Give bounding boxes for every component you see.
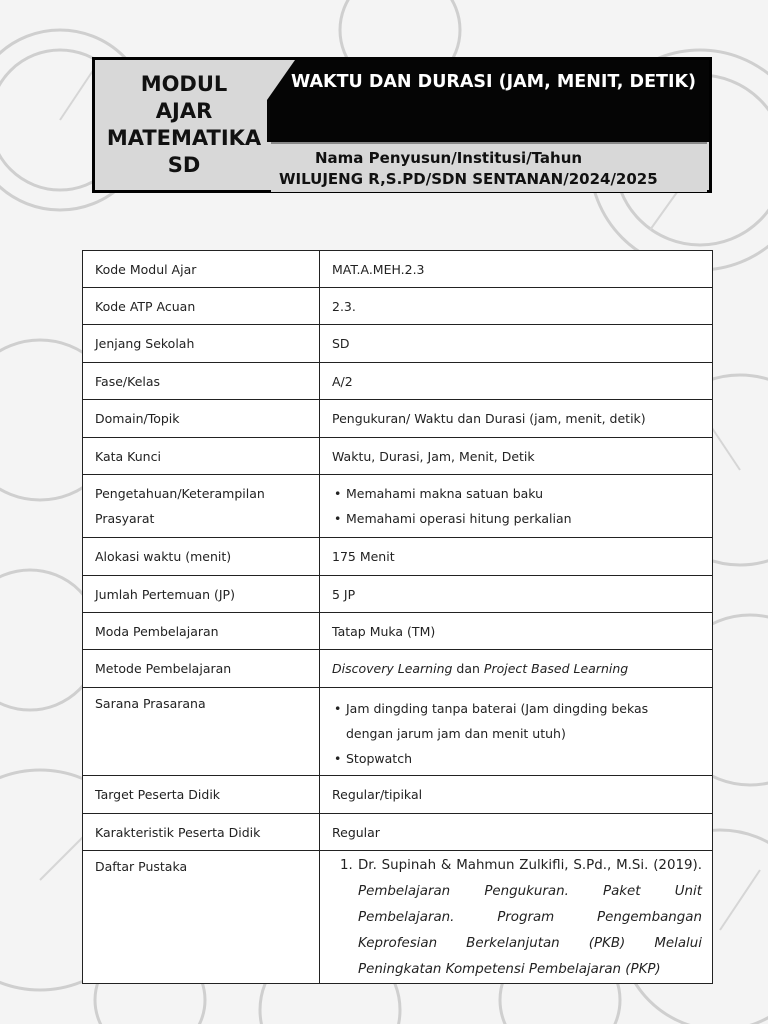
module-title: WAKTU DAN DURASI (JAM, MENIT, DETIK) xyxy=(291,72,697,92)
module-header-banner xyxy=(92,57,712,193)
table-row xyxy=(83,400,713,438)
list-item: • Memahami operasi hitung perkalian xyxy=(334,506,702,531)
list-item: • Jam dingding tanpa baterai (Jam dingding bekas dengan jarum jam dan menit utuh) xyxy=(334,696,702,746)
module-label xyxy=(95,60,273,190)
reference-authors: Dr. Supinah & Mahmun Zulkifli, S.Pd., M.Si. (2019). xyxy=(358,858,702,873)
row-key: Kode Modul Ajar xyxy=(83,251,320,288)
method-joiner: dan xyxy=(452,661,484,676)
table-row xyxy=(83,325,713,363)
row-key: Kode ATP Acuan xyxy=(83,288,320,325)
row-key: Kata Kunci xyxy=(83,438,320,475)
module-label-line: SD xyxy=(167,153,201,177)
row-key: Jumlah Pertemuan (JP) xyxy=(83,576,320,613)
table-row xyxy=(83,288,713,325)
module-info-table xyxy=(82,250,713,984)
list-item: • Stopwatch xyxy=(334,746,702,771)
row-key: Jenjang Sekolah xyxy=(83,325,320,363)
module-label-line: MODUL xyxy=(140,72,228,96)
reference-title: Pembelajaran Pengukuran. Paket Unit Pembelajaran. Program Pengembangan Keprofesian Berkelanjutan (PKB) Melalui Peningkatan Kompetensi Pembelajaran (PKP) xyxy=(358,884,702,977)
row-value: Pengukuran/ Waktu dan Durasi (jam, menit, detik) xyxy=(320,400,713,438)
table-row xyxy=(83,438,713,475)
row-key: Karakteristik Peserta Didik xyxy=(83,814,320,851)
row-key xyxy=(83,475,320,538)
table-row xyxy=(83,613,713,650)
table-row xyxy=(83,688,713,776)
row-key: Alokasi waktu (menit) xyxy=(83,538,320,576)
reference-number: 1. xyxy=(340,858,353,873)
bullet-list xyxy=(332,481,702,531)
row-value: Tatap Muka (TM) xyxy=(320,613,713,650)
table-row xyxy=(83,475,713,538)
row-value: Regular xyxy=(320,814,713,851)
row-value: A/2 xyxy=(320,363,713,400)
method-2: Project Based Learning xyxy=(483,661,629,676)
bullet-list xyxy=(332,696,702,771)
reference-entry xyxy=(332,853,702,983)
row-value: SD xyxy=(320,325,713,363)
table-row xyxy=(83,576,713,613)
table-row xyxy=(83,363,713,400)
author-value: WILUJENG R,S.PD/SDN SENTANAN/2024/2025 xyxy=(279,170,658,188)
row-value xyxy=(320,688,713,776)
row-value: 5 JP xyxy=(320,576,713,613)
list-item: • Memahami makna satuan baku xyxy=(334,481,702,506)
row-key: Daftar Pustaka xyxy=(83,851,320,984)
table-row xyxy=(83,538,713,576)
row-value: Regular/tipikal xyxy=(320,776,713,814)
table-row xyxy=(83,251,713,288)
table-row xyxy=(83,814,713,851)
row-value xyxy=(320,475,713,538)
row-value: Waktu, Durasi, Jam, Menit, Detik xyxy=(320,438,713,475)
row-key: Fase/Kelas xyxy=(83,363,320,400)
module-label-line: MATEMATIKA xyxy=(106,126,262,150)
author-label: Nama Penyusun/Institusi/Tahun xyxy=(315,149,583,167)
row-key: Sarana Prasarana xyxy=(83,688,320,776)
table-row xyxy=(83,851,713,984)
table-row xyxy=(83,650,713,688)
row-value: 175 Menit xyxy=(320,538,713,576)
row-value: 2.3. xyxy=(320,288,713,325)
module-label-line: AJAR xyxy=(155,99,213,123)
table-row xyxy=(83,776,713,814)
row-value xyxy=(320,851,713,984)
row-key-text: Pengetahuan/Keterampilan Prasyarat xyxy=(95,486,265,526)
row-key: Target Peserta Didik xyxy=(83,776,320,814)
author-block xyxy=(271,142,707,192)
row-value xyxy=(320,650,713,688)
row-key: Metode Pembelajaran xyxy=(83,650,320,688)
row-value: MAT.A.MEH.2.3 xyxy=(320,251,713,288)
row-key: Moda Pembelajaran xyxy=(83,613,320,650)
row-key: Domain/Topik xyxy=(83,400,320,438)
method-1: Discovery Learning xyxy=(332,661,453,676)
